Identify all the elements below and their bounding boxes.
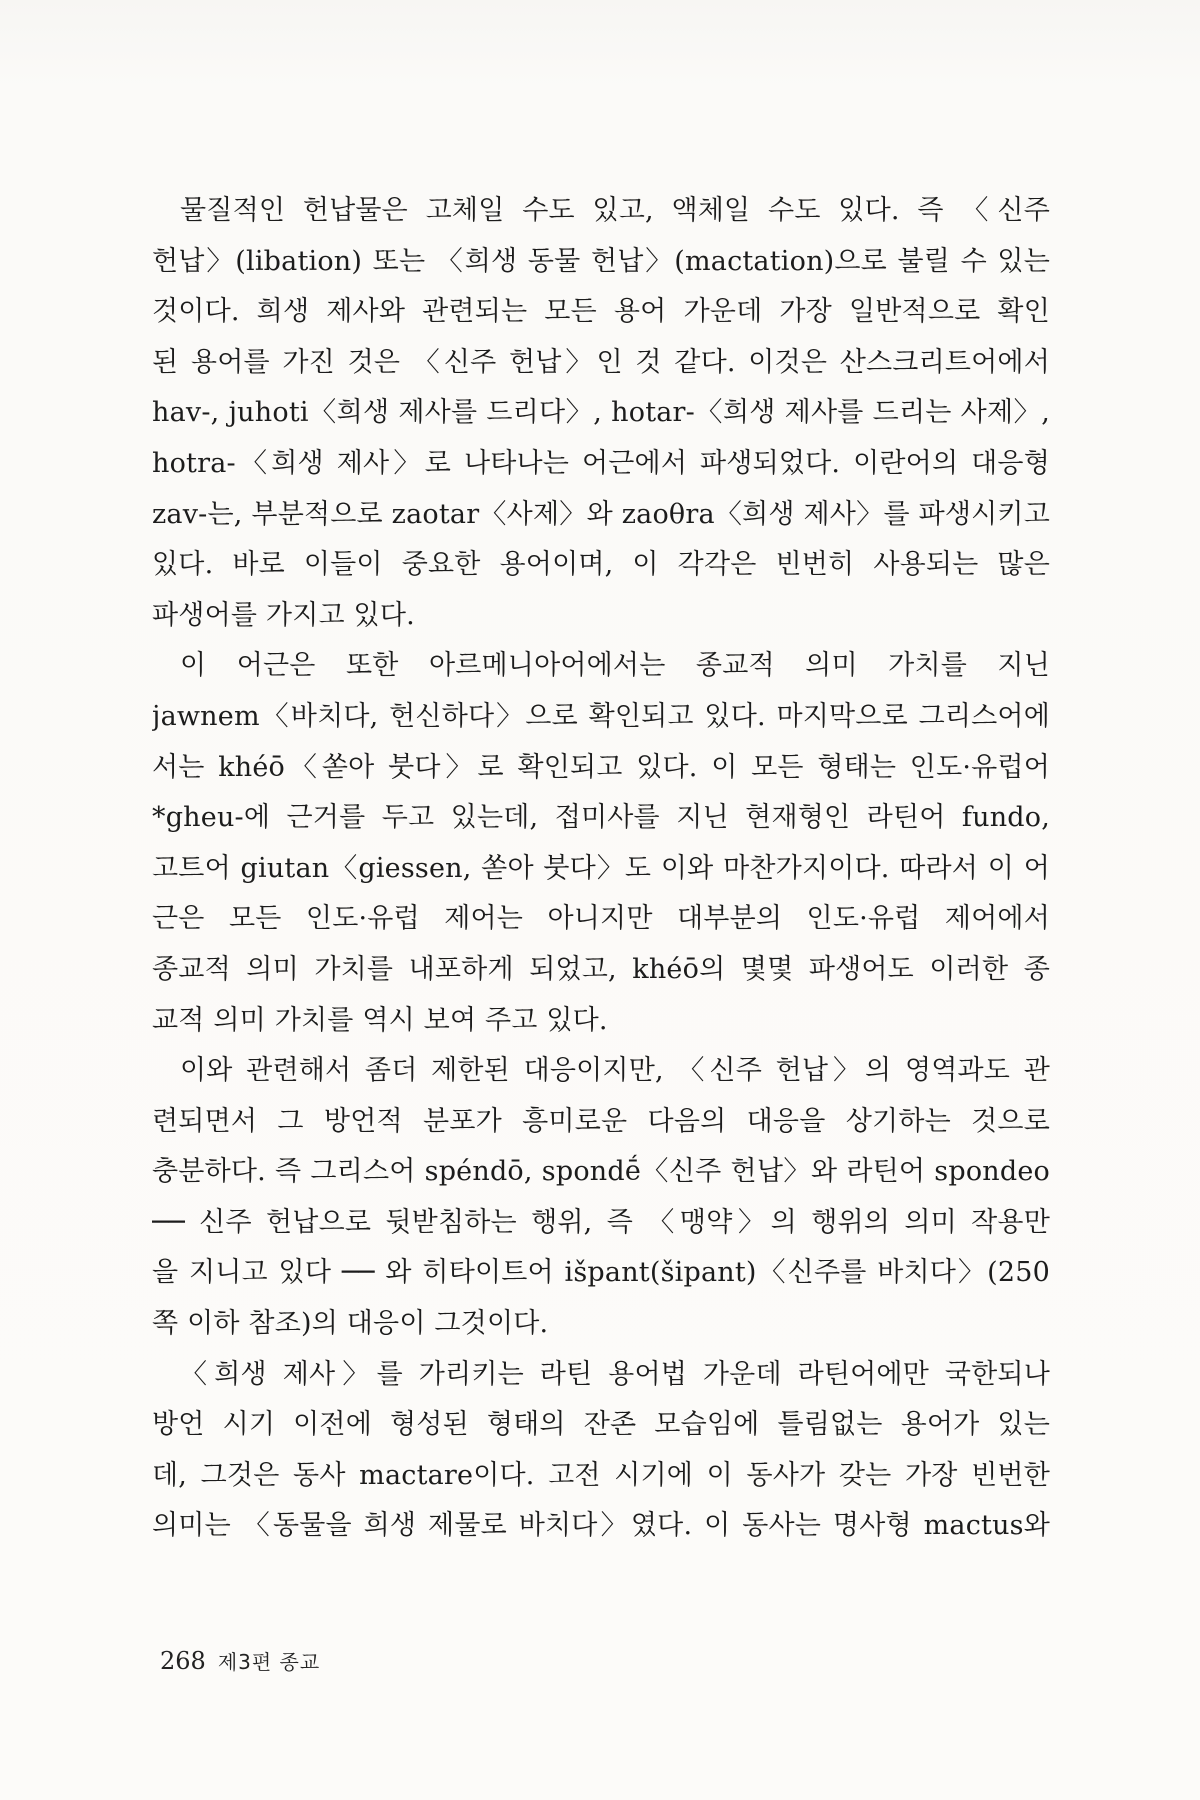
text-line: 이 어근은 또한 아르메니아어에서는 종교적 의미 가치를 지닌 bbox=[180, 650, 1050, 682]
text-line: 충분하다. 즉 그리스어 spéndō, spondḗ〈신주 헌납〉와 라틴어 spondeo bbox=[152, 1156, 1050, 1188]
page-number: 268 bbox=[160, 1647, 206, 1675]
text-line: ── 신주 헌납으로 뒷받침하는 행위, 즉 〈맹약〉의 행위의 의미 작용만 bbox=[152, 1206, 1050, 1238]
text-line: 고트어 giutan〈giessen, 쏟아 붓다〉도 이와 마찬가지이다. 따라서 이 어 bbox=[152, 852, 1050, 884]
text-line: hav-, juhoti〈희생 제사를 드리다〉, hotar-〈희생 제사를 드리는 사제〉, bbox=[152, 397, 1050, 429]
text-line: 을 지니고 있다 ── 와 히타이트어 išpant(šipant)〈신주를 바치다〉(250 bbox=[152, 1257, 1050, 1289]
page-footer bbox=[160, 1646, 320, 1675]
text-line: 있다. 바로 이들이 중요한 용어이며, 이 각각은 빈번히 사용되는 많은 bbox=[152, 549, 1050, 581]
text-line: 것이다. 희생 제사와 관련되는 모든 용어 가운데 가장 일반적으로 확인 bbox=[152, 296, 1050, 328]
text-line: 교적 의미 가치를 역시 보여 주고 있다. bbox=[152, 1004, 608, 1036]
paragraph bbox=[152, 1046, 1050, 1350]
text-line: hotra-〈희생 제사〉로 나타나는 어근에서 파생되었다. 이란어의 대응형 bbox=[152, 447, 1050, 479]
text-line: 쪽 이하 참조)의 대응이 그것이다. bbox=[152, 1308, 549, 1340]
text-line: 이와 관련해서 좀더 제한된 대응이지만, 〈신주 헌납〉의 영역과도 관 bbox=[180, 1055, 1050, 1087]
section-label: 제3편 종교 bbox=[217, 1650, 321, 1674]
text-line: 종교적 의미 가치를 내포하게 되었고, khéō의 몇몇 파생어도 이러한 종 bbox=[152, 953, 1050, 985]
text-line: 물질적인 헌납물은 고체일 수도 있고, 액체일 수도 있다. 즉 〈신주 bbox=[180, 195, 1050, 226]
text-line: 〈희생 제사〉를 가리키는 라틴 용어법 가운데 라틴어에만 국한되나 bbox=[180, 1358, 1050, 1390]
text-line: 된 용어를 가진 것은 〈신주 헌납〉인 것 같다. 이것은 산스크리트어에서 bbox=[152, 346, 1050, 378]
text-line: *gheu-에 근거를 두고 있는데, 접미사를 지닌 현재형인 라틴어 fundo, bbox=[152, 802, 1050, 834]
text-line: 헌납〉(libation) 또는 〈희생 동물 헌납〉(mactation)으로 불릴 수 있는 bbox=[152, 245, 1050, 277]
text-line: 서는 khéō〈쏟아 붓다〉로 확인되고 있다. 이 모든 형태는 인도·유럽어 bbox=[152, 751, 1050, 783]
paragraph bbox=[152, 1350, 1050, 1552]
text-line: 근은 모든 인도·유럽 제어는 아니지만 대부분의 인도·유럽 제어에서 bbox=[152, 903, 1050, 935]
text-line: 파생어를 가지고 있다. bbox=[152, 599, 415, 631]
paragraph bbox=[152, 186, 1050, 641]
text-line: zav-는, 부분적으로 zaotar〈사제〉와 zaoθra〈희생 제사〉를 파생시키고 bbox=[152, 498, 1050, 530]
text-line: 데, 그것은 동사 mactare이다. 고전 시기에 이 동사가 갖는 가장 빈번한 bbox=[152, 1459, 1050, 1491]
text-line: 련되면서 그 방언적 분포가 흥미로운 다음의 대응을 상기하는 것으로 bbox=[152, 1105, 1050, 1137]
text-line: 방언 시기 이전에 형성된 형태의 잔존 모습임에 틀림없는 용어가 있는 bbox=[152, 1409, 1050, 1441]
text-line: 의미는 〈동물을 희생 제물로 바치다〉였다. 이 동사는 명사형 mactus와 bbox=[152, 1510, 1050, 1542]
paragraph bbox=[152, 641, 1050, 1046]
body-text bbox=[152, 186, 1050, 1552]
text-line: jawnem〈바치다, 헌신하다〉으로 확인되고 있다. 마지막으로 그리스어에 bbox=[152, 700, 1050, 732]
